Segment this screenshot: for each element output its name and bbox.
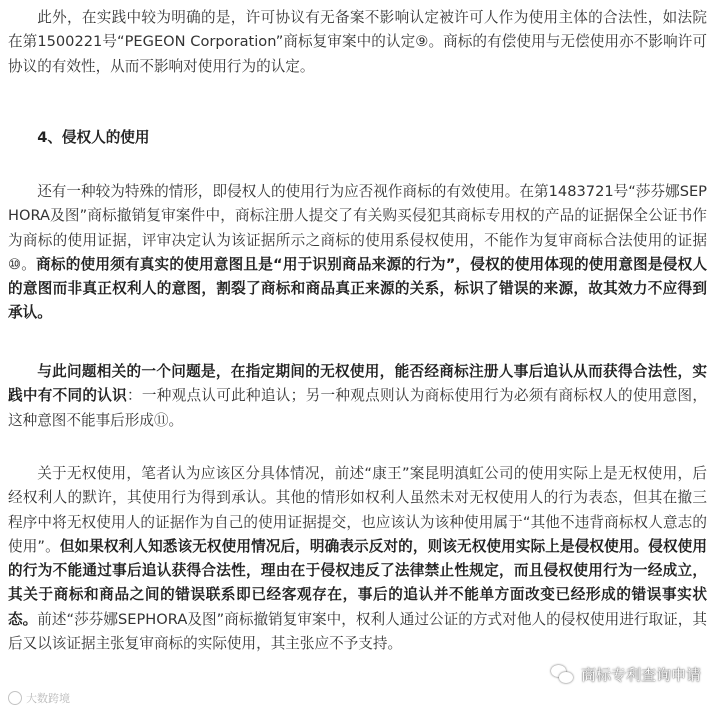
paragraph-text: 还有一种较为特殊的情形，即侵权人的使用行为应否视作商标的有效使用。在第1483721号“莎芬娜SEPHORA及图”商标撤销复审案件中，商标注册人提交了有关购买侵犯其商标专用权的产品的证据保全公证书作为商标的使用证据，评审决定认为该证据所示之商标的使用系侵权使用，不能作为复审商标合法使用的证据⑩。 — [8, 183, 707, 273]
wechat-icon — [551, 665, 575, 685]
section-heading-infringer-use: 4、侵权人的使用 — [37, 129, 150, 146]
paragraph-ratification — [8, 360, 707, 433]
paragraph-text: ：一种观点认可此种追认；另一种观点则认为商标使用行为必须有商标权人的使用意图，这种意图不能事后形成⑪。 — [8, 387, 707, 429]
paragraph-bold-text: 商标的使用须有真实的使用意图且是“用于识别商品来源的行为”，侵权的使用体现的使用意图是侵权人的意图而非真正权利人的意图，割裂了商标和商品真正来源的关系，标识了错误的来源，故其效力不应得到承认。 — [8, 255, 707, 322]
paragraph-text: 此外，在实践中较为明确的是，许可协议有无备案不影响认定被许可人作为使用主体的合法性，如法院在第1500221号“PEGEON Corporation”商标复审案中的认定⑨。商标的有偿使用与无偿使用亦不影响许可协议的有效性，从而不影响对使用行为的认定。 — [8, 9, 707, 75]
paragraph-bold-text: 但如果权利人知悉该无权使用情况后，明确表示反对的，则该无权使用实际上是侵权使用。侵权使用的行为不能通过事后追认获得合法性，理由在于侵权违反了法律禁止性规定，而且侵权使用行为一经成立，其关于商标和商品之间的错误联系即已经客观存在，事后的追认并不能单方面改变已经形成的错误事实状态。 — [8, 537, 707, 628]
watermark-right — [551, 664, 701, 685]
circle-logo-icon — [8, 691, 22, 705]
paragraph-bold-text: 与此问题相关的一个问题是，在指定期间的无权使用，能否经商标注册人事后追认从而获得合法性，实践中有不同的认识 — [8, 363, 707, 405]
watermark-left — [8, 690, 70, 706]
paragraph-infringer-use — [8, 180, 707, 326]
watermark-left-text: 大数跨境 — [26, 692, 70, 705]
paragraph-text: 关于无权使用，笔者认为应该区分具体情况，前述“康王”案昆明滇虹公司的使用实际上是无权使用，后经权利人的默许，其使用行为得到承认。其他的情形如权利人虽然未对无权使用人的行为表态，但其在撤三程序中将无权使用人的证据作为自己的使用证据提交，也应该认为该种使用属于“其他不违背商标权人意志的使用”。 — [8, 465, 707, 555]
watermark-right-text: 商标专利查询申请 — [580, 666, 701, 684]
paragraph-text: 前述“莎芬娜SEPHORA及图”商标撤销复审案中，权利人通过公证的方式对他人的侵权使用进行取证，其后又以该证据主张复审商标的实际使用，其主张应不予支持。 — [8, 610, 707, 653]
paragraph-license-filing — [8, 6, 707, 79]
paragraph-unauthorized-use — [8, 462, 707, 656]
